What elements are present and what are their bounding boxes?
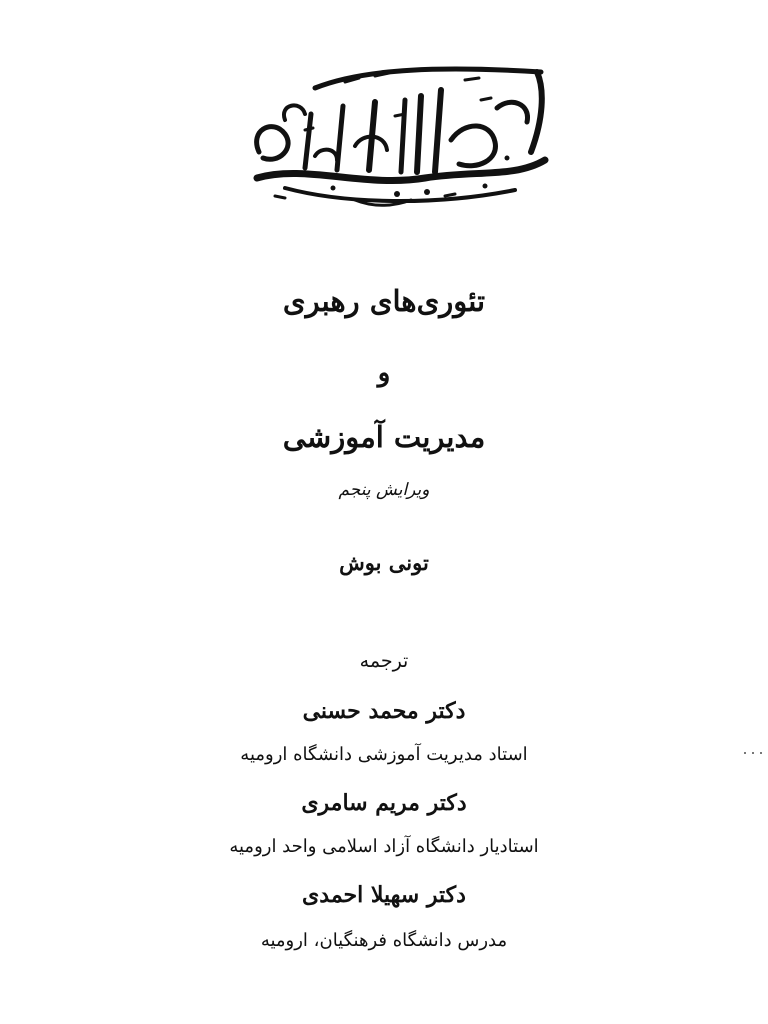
translator-name-2: دکتر مریم سامری xyxy=(301,790,467,816)
translator-name-1: دکتر محمد حسنی xyxy=(302,698,466,724)
scan-speck xyxy=(760,752,762,754)
author-name: تونی بوش xyxy=(339,550,429,575)
book-title-line-2: مدیریت آموزشی xyxy=(282,420,486,454)
translator-name-3: دکتر سهیلا احمدی xyxy=(302,882,466,908)
translator-affiliation-3: مدرس دانشگاه فرهنگیان، ارومیه xyxy=(260,930,508,951)
translation-label: ترجمه xyxy=(359,650,409,672)
scan-speck xyxy=(752,752,754,754)
scan-speck xyxy=(744,752,746,754)
book-title-line-1: تئوری‌های رهبری xyxy=(282,284,486,318)
translator-affiliation-2: استادیار دانشگاه آزاد اسلامی واحد ارومیه xyxy=(229,836,539,857)
title-conjunction: و xyxy=(377,358,391,388)
translator-affiliation-1: استاد مدیریت آموزشی دانشگاه ارومیه xyxy=(240,744,528,765)
bismillah-calligraphy-icon xyxy=(245,60,550,210)
edition-label: ویرایش پنجم xyxy=(338,480,430,500)
